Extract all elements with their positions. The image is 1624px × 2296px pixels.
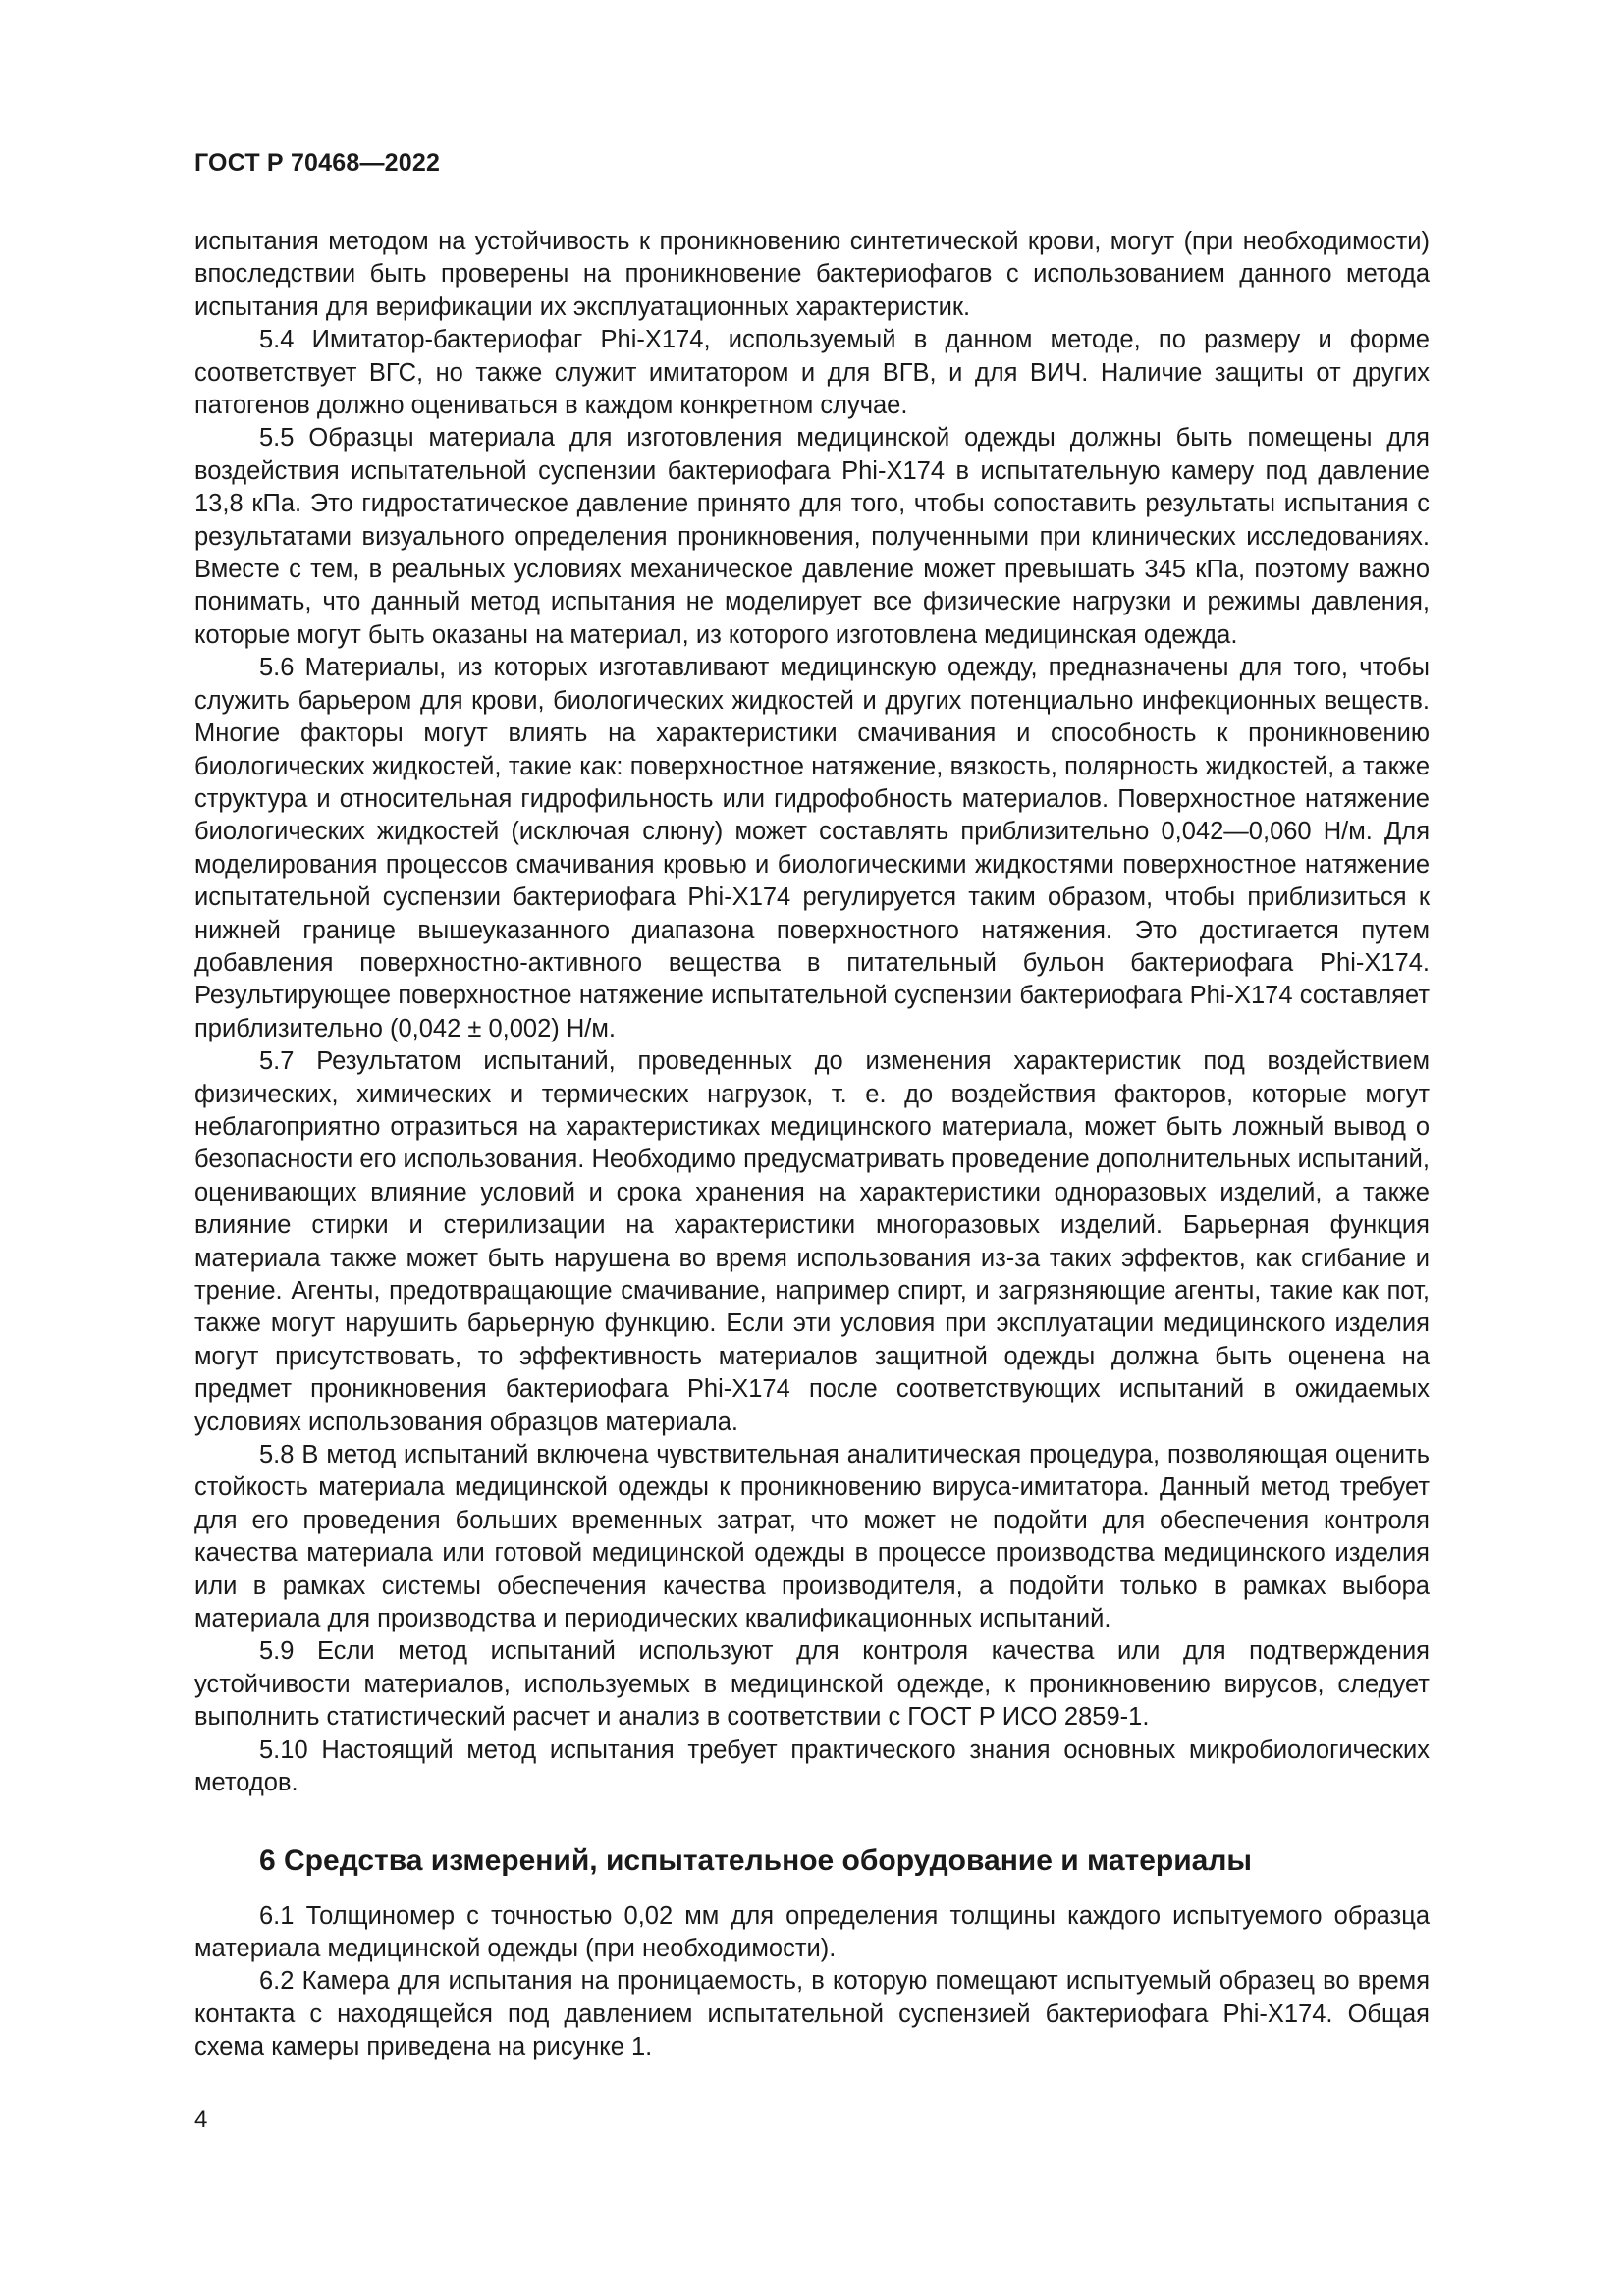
paragraph-5-9: 5.9 Если метод испытаний используют для контроля качества или для подтверждения устойчивости материалов, используемых в медицинской одежде, к проникновению вирусов, следует выполнить статистический расчет и анализ в соответствии с ГОСТ Р ИСО 2859-1.	[194, 1637, 1430, 1732]
section-6-heading: 6 Средства измерений, испытательное оборудование и материалы	[259, 1843, 1253, 1877]
paragraph-6-1: 6.1 Толщиномер с точностью 0,02 мм для определения толщины каждого испытуемого образца материала медицинской одежды (при необходимости).	[194, 1901, 1430, 1962]
document-body	[194, 226, 1430, 2064]
paragraph-6-2: 6.2 Камера для испытания на проницаемость, в которую помещают испытуемый образец во время контакта с находящейся под давлением испытательной суспензией бактериофага Phi-X174. Общая схема камеры приведена на рисунке 1.	[194, 1967, 1430, 2061]
paragraph-5-8: 5.8 В метод испытаний включена чувствительная аналитическая процедура, позволяющая оценить стойкость материала медицинской одежды к проникновению вируса-имитатора. Данный метод требует для его проведения больших временных затрат, что может не подойти для обеспечения контроля качества материала или готовой медицинской одежды в процессе производства медицинского изделия или в рамках системы обеспечения качества производителя, а подойти только в рамках выбора материала для производства и периодических квалификационных испытаний.	[194, 1441, 1430, 1633]
paragraph-continuation: испытания методом на устойчивость к проникновению синтетической крови, могут (при необходимости) впоследствии быть проверены на проникновение бактериофагов с использованием данного метода испытания для верификации их эксплуатационных характеристик.	[194, 228, 1430, 321]
paragraph-5-6: 5.6 Материалы, из которых изготавливают медицинскую одежду, предназначены для того, чтобы служить барьером для крови, биологических жидкостей и других потенциально инфекционных веществ. Многие факторы могут влиять на характеристики смачивания и способность к проникновению биологических жидкостей, такие как: поверхностное натяжение, вязкость, полярность жидкостей, а также структура и относительная гидрофильность или гидрофобность материалов. Поверхностное натяжение биологических жидкостей (исключая слюну) может составлять приблизительно 0,042—0,060 Н/м. Для моделирования процессов смачивания кровью и биологическими жидкостями поверхностное натяжение испытательной суспензии бактериофага Phi-X174 регулируется таким образом, чтобы приблизиться к нижней границе вышеуказанного диапазона поверхностного натяжения. Это достигается путем добавления поверхностно-активного вещества в питательный бульон бактериофага Phi-X174. Результирующее поверхностное натяжение испытательной суспензии бактериофага Phi-X174 составляет приблизительно (0,042 ± 0,002) Н/м.	[194, 654, 1430, 1042]
standard-code-header: ГОСТ Р 70468—2022	[194, 149, 441, 177]
paragraph-5-10: 5.10 Настоящий метод испытания требует практического знания основных микробиологических методов.	[194, 1735, 1430, 1797]
paragraph-5-5: 5.5 Образцы материала для изготовления медицинской одежды должны быть помещены для воздействия испытательной суспензии бактериофага Phi-X174 в испытательную камеру под давление 13,8 кПа. Это гидростатическое давление принято для того, чтобы сопоставить результаты испытания с результатами визуального определения проникновения, полученными при клинических исследованиях. Вместе с тем, в реальных условиях механическое давление может превышать 345 кПа, поэтому важно понимать, что данный метод испытания не моделирует все физические нагрузки и режимы давления, которые могут быть оказаны на материал, из которого изготовлена медицинская одежда.	[194, 424, 1430, 649]
paragraph-5-4: 5.4 Имитатор-бактериофаг Phi-X174, используемый в данном методе, по размеру и форме соответствует ВГС, но также служит имитатором и для ВГВ, и для ВИЧ. Наличие защиты от других патогенов должно оцениваться в каждом конкретном случае.	[194, 326, 1430, 420]
page-number: 4	[194, 2107, 208, 2133]
paragraph-5-7: 5.7 Результатом испытаний, проведенных до изменения характеристик под воздействием физических, химических и термических нагрузок, т. е. до воздействия факторов, которые могут неблагоприятно отразиться на характеристиках медицинского материала, может быть ложный вывод о безопасности его использования. Необходимо предусматривать проведение дополнительных испытаний, оценивающих влияние условий и срока хранения на характеристики одноразовых изделий, а также влияние стирки и стерилизации на характеристики многоразовых изделий. Барьерная функция материала также может быть нарушена во время использования из-за таких эффектов, как сгибание и трение. Агенты, предотвращающие смачивание, например спирт, и загрязняющие агенты, такие как пот, также могут нарушить барьерную функцию. Если эти условия при эксплуатации медицинского изделия могут присутствовать, то эффективность материалов защитной одежды должна быть оценена на предмет проникновения бактериофага Phi-X174 после соответствующих испытаний в ожидаемых условиях использования образцов материала.	[194, 1047, 1430, 1436]
